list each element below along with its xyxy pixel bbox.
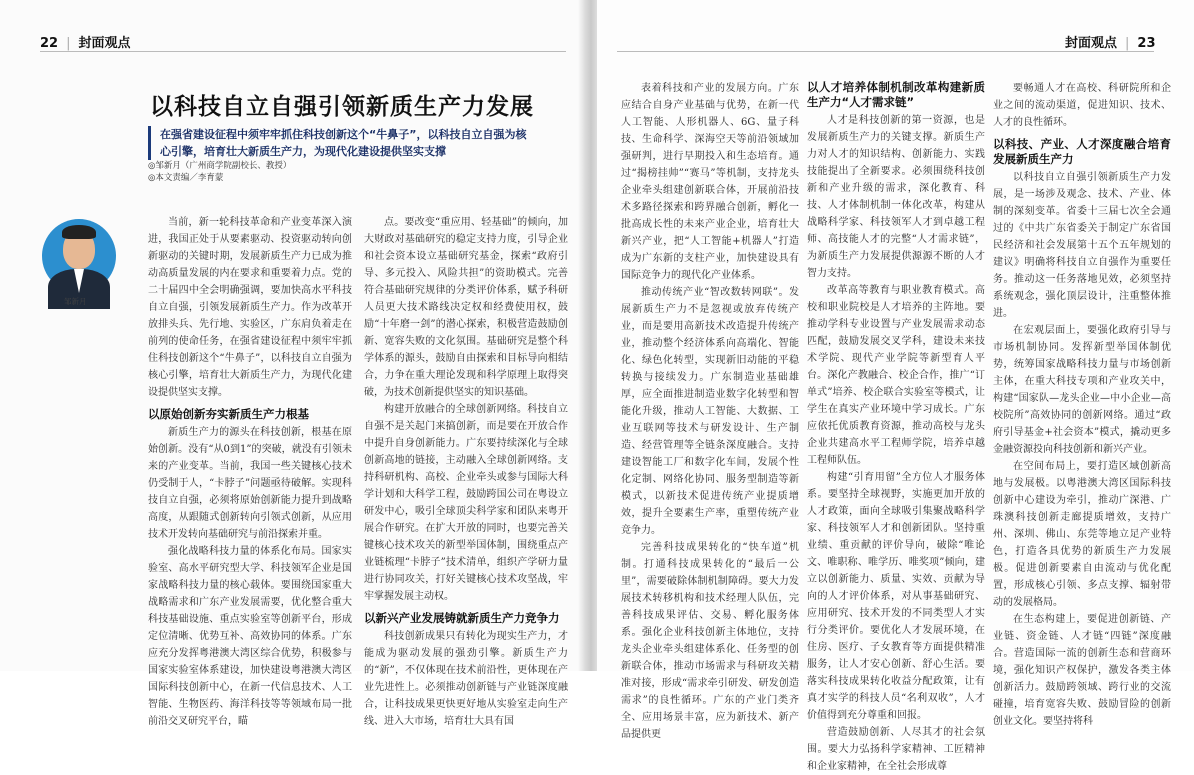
paragraph: 以科技自立自强引领新质生产力发展，是一场涉及观念、技术、产业、体制的深刻变革。省委十三届七次全会通过的《中共广东省委关于制定广东省国民经济和社会发展第十五个五年规划的建议》明确将科技自立自强作为重要任务。推动这一任务落地见效，必须坚持系统观念，强化顶层设计，注重整体推进。 (993, 172, 1171, 319)
byline (148, 160, 291, 184)
left-page (0, 0, 585, 727)
paragraph: 构建“引育用留”全方位人才服务体系。要坚持全球视野，实施更加开放的人才政策，面向全球吸引集聚战略科学家、科技领军人才和创新团队。坚持重业绩、重贡献的评价导向，破除“唯论文、唯职称、唯学历、唯奖项”倾向，建立以创新能力、质量、实效、贡献为导向的人才评价体系，对从事基础研究、应用研究、技术开发的不同类型人才实行分类评价。要优化人才发展环境，在住房、医疗、子女教育等方面提供精准服务，让人才安心创新、舒心生活。要落实科技成果转化收益分配政策，让有真才实学的科技人员“名利双收”，人才价值得到充分尊重和回报。 (807, 472, 985, 721)
left-folio: 22 | 封面观点 (40, 36, 131, 51)
text-column-1 (148, 214, 352, 727)
header-rule (40, 51, 566, 52)
paragraph: 人才是科技创新的第一资源，也是发展新质生产力的关键支撑。新质生产力对人才的知识结构、创新能力、实践技能提出了全新要求。必须围绕科技创新和产业升级的需求，深化教育、科技、人才体制机制一体化改革，构建从战略科学家、科技领军人才到卓越工程师、高技能人才的完整“人才需求链”，为新质生产力发展提供源源不断的人才智力支持。 (807, 115, 985, 279)
paragraph: 当前，新一轮科技革命和产业变革深入演进，我国正处于从要素驱动、投资驱动转向创新驱动的关键时期，发展新质生产力已成为推动高质量发展的内在要求和重要着力点。党的二十届四中全会明确强调，要加快高水平科技自立自强，引领发展新质生产力。作为改革开放排头兵、先行地、实验区，广东肩负着走在前列的使命任务，在强省建设征程中须牢牢抓住科技创新这个“牛鼻子”，以科技自立自强为核心引擎，培育壮大新质生产力，为现代化建设提供坚实支撑。 (148, 217, 352, 398)
editor-line: ◎本文责编／李育蒙 (148, 173, 224, 183)
section-heading: 以原始创新夯实新质生产力根基 (148, 407, 309, 421)
paragraph: 在空间布局上，要打造区域创新高地与发展极。以粤港澳大湾区国际科技创新中心建设为牵引，推动广深港、广珠澳科技创新走廊提质增效，支持广州、深圳、佛山、东莞等地立足产业特色，打造各具优势的新质生产力发展极。促进创新要素自由流动与优化配置，形成核心引领、多点支撑、辐射带动的发展格局。 (993, 461, 1171, 608)
section-name: 封面观点 (78, 36, 131, 51)
section-heading: 以科技、产业、人才深度融合培育发展新质生产力 (993, 137, 1171, 166)
paragraph: 构建开放融合的全球创新网络。科技自立自强不是关起门来搞创新，而是要在开放合作中提升自身创新能力。广东要持续深化与全球创新高地的链接，主动融入全球创新网络。支持科研机构、高校、企业牵头或参与国际大科学计划和大科学工程，鼓励跨国公司在粤设立研发中心，吸引全球顶尖科学家和团队来粤开展合作研究。在扩大开放的同时，也要完善关键核心技术攻关的新型举国体制，围绕重点产业链梳理“卡脖子”技术清单，组织产学研力量进行协同攻关，打好关键核心技术攻坚战，牢牢掌握发展主动权。 (364, 404, 568, 602)
text-column-4 (807, 80, 985, 772)
paragraph: 新质生产力的源头在科技创新，根基在原始创新。没有“从0到1”的突破，就没有引领未来的产业变革。当前，我国一些关键核心技术仍受制于人，“卡脖子”问题亟待破解。实现科技自立自强，必须将原始创新能力提升到战略高度，从跟随式创新转向引领式创新，从应用技术开发转向基础研究与前沿探索并重。 (148, 427, 352, 540)
text-column-5 (993, 80, 1171, 727)
text-column-3 (621, 80, 799, 740)
paragraph: 科技创新成果只有转化为现实生产力，才能成为驱动发展的强劲引擎。新质生产力的“新”，不仅体现在技术前沿性，更体现在产业先进性上。必须推动创新链与产业链深度融合，让科技成果更快更好地从实验室走向生产线、进入大市场，培育壮大具有国 (364, 631, 568, 727)
paragraph: 表着科技和产业的发展方向。广东应结合自身产业基础与优势，在新一代人工智能、人形机器人、6G、量子科技、生命科学、深海空天等前沿领域加强研判，进行早期投入和生态培育。通过“揭榜挂帅”“赛马”等机制，支持龙头企业牵头组建创新联合体，开展前沿技术多路径探索和跨界融合创新，孵化一批高成长性的未来产业企业，培育壮大新兴产业，把“人工智能+机器人”打造成为广东新的支柱产业，加快建设具有国际竞争力的现代化产业体系。 (621, 83, 799, 281)
paragraph: 要畅通人才在高校、科研院所和企业之间的流动渠道，促进知识、技术、人才的良性循环。 (993, 83, 1171, 128)
section-heading: 以人才培养体制机制改革构建新质生产力“人才需求链” (807, 80, 985, 109)
author-photo (42, 219, 116, 293)
article-deck: 在强省建设征程中须牢牢抓住科技创新这个“牛鼻子”，以科技自立自强为核心引擎，培育壮大新质生产力，为现代化建设提供坚实支撑 (148, 126, 532, 160)
paragraph: 点。要改变“重应用、轻基础”的倾向，加大财政对基础研究的稳定支持力度，引导企业和社会资本设立基础研究基金，探索“政府引导、多元投入、风险共担”的资助模式。完善符合基础研究规律的分类评价体系，赋予科研人员更大技术路线决定权和经费使用权，鼓励“十年磨一剑”的潜心探索，积极营造鼓励创新、宽容失败的文化氛围。基础研究是整个科学体系的源头，鼓励自由探索和目标导向相结合，力争在重大理论发现和科学原理上取得突破，为技术创新提供坚实的知识基础。 (364, 217, 568, 398)
paragraph: 强化战略科技力量的体系化布局。国家实验室、高水平研究型大学、科技领军企业是国家战略科技力量的核心载体。要围绕国家重大战略需求和广东产业发展需要，优化整合重大科技基础设施、重点实验室等创新平台，形成定位清晰、优势互补、高效协同的体系。广东应充分发挥粤港澳大湾区综合优势，积极参与国家实验室体系建设，加快建设粤港澳大湾区国际科技创新中心，在新一代信息技术、人工智能、生物医药、海洋科技等等领域布局一批前沿交叉研究平台，瞄 (148, 546, 352, 727)
page-number: 22 (40, 36, 59, 51)
header-rule (617, 51, 1154, 52)
author-line: ◎邹新月（广州商学院副校长、教授） (148, 161, 292, 171)
paragraph: 营造鼓励创新、人尽其才的社会氛围。要大力弘扬科学家精神、工匠精神和企业家精神，在全社会形成尊 (807, 727, 985, 772)
right-folio: 封面观点 | 23 (1065, 36, 1156, 51)
paragraph: 完善科技成果转化的“快车道”机制。打通科技成果转化的“最后一公里”，需要破除体制机制障碍。要大力发展技术转移机构和技术经理人队伍，完善科技成果评估、交易、孵化服务体系。强化企业科技创新主体地位，支持龙头企业牵头组建体系化、任务型的创新联合体，推动市场需求与科研攻关精准对接，形成“需求牵引研发、研发创造需求”的良性循环。广东的产业门类齐全、应用场景丰富，应为新技术、新产品提供更 (621, 542, 799, 740)
photo-caption: 邹新月 (64, 297, 87, 306)
paragraph: 在生态构建上，要促进创新链、产业链、资金链、人才链“四链”深度融合。营造国际一流的创新生态和营商环境，强化知识产权保护，激发各类主体创新活力。鼓励跨领域、跨行业的交流碰撞，培育宽容失败、鼓励冒险的创新创业文化。要坚持将科 (993, 614, 1171, 727)
page-number: 23 (1137, 36, 1156, 51)
paragraph: 在宏观层面上，要强化政府引导与市场机制协同。发挥新型举国体制优势，统筹国家战略科技力量与市场创新主体，在重大科技专项和产业攻关中，构建“国家队—龙头企业—中小企业—高校院所”高效协同的创新网络。通过“政府引导基金+社会资本”模式，撬动更多金融资源投向科技创新和新兴产业。 (993, 325, 1171, 455)
paragraph: 推动传统产业“智改数转网联”。发展新质生产力不是忽视或放弃传统产业，而是要用高新技术改造提升传统产业，推动整个经济体系向高端化、智能化、绿色化转型，实现新旧动能的平稳转换与接续发力。广东制造业基础雄厚，应全面推进制造业数字化转型和智能化升级，推动人工智能、大数据、工业互联网等技术与研发设计、生产制造、经营管理等全链条深度融合。支持建设智能工厂和数字化车间，发展个性化定制、网络化协同、服务型制造等新模式，以新技术促进传统产业提质增效，提升全要素生产率，重塑传统产业竞争力。 (621, 287, 799, 536)
right-page (597, 0, 1194, 772)
section-heading: 以新兴产业发展铸就新质生产力竞争力 (364, 611, 560, 625)
section-name: 封面观点 (1065, 36, 1118, 51)
paragraph: 改革高等教育与职业教育模式。高校和职业院校是人才培养的主阵地。要推动学科专业设置与产业发展需求动态匹配，鼓励发展交叉学科，建设未来技术学院、现代产业学院等新型育人平台。深化产教融合、校企合作，推广“订单式”培养、校企联合实验室等模式，让学生在真实产业环境中学习成长。广东应依托优质教育资源，推动高校与龙头企业共建高水平工程师学院，培养卓越工程师队伍。 (807, 285, 985, 466)
article-title: 以科技自立自强引领新质生产力发展 (150, 94, 534, 120)
text-column-2 (364, 214, 568, 727)
